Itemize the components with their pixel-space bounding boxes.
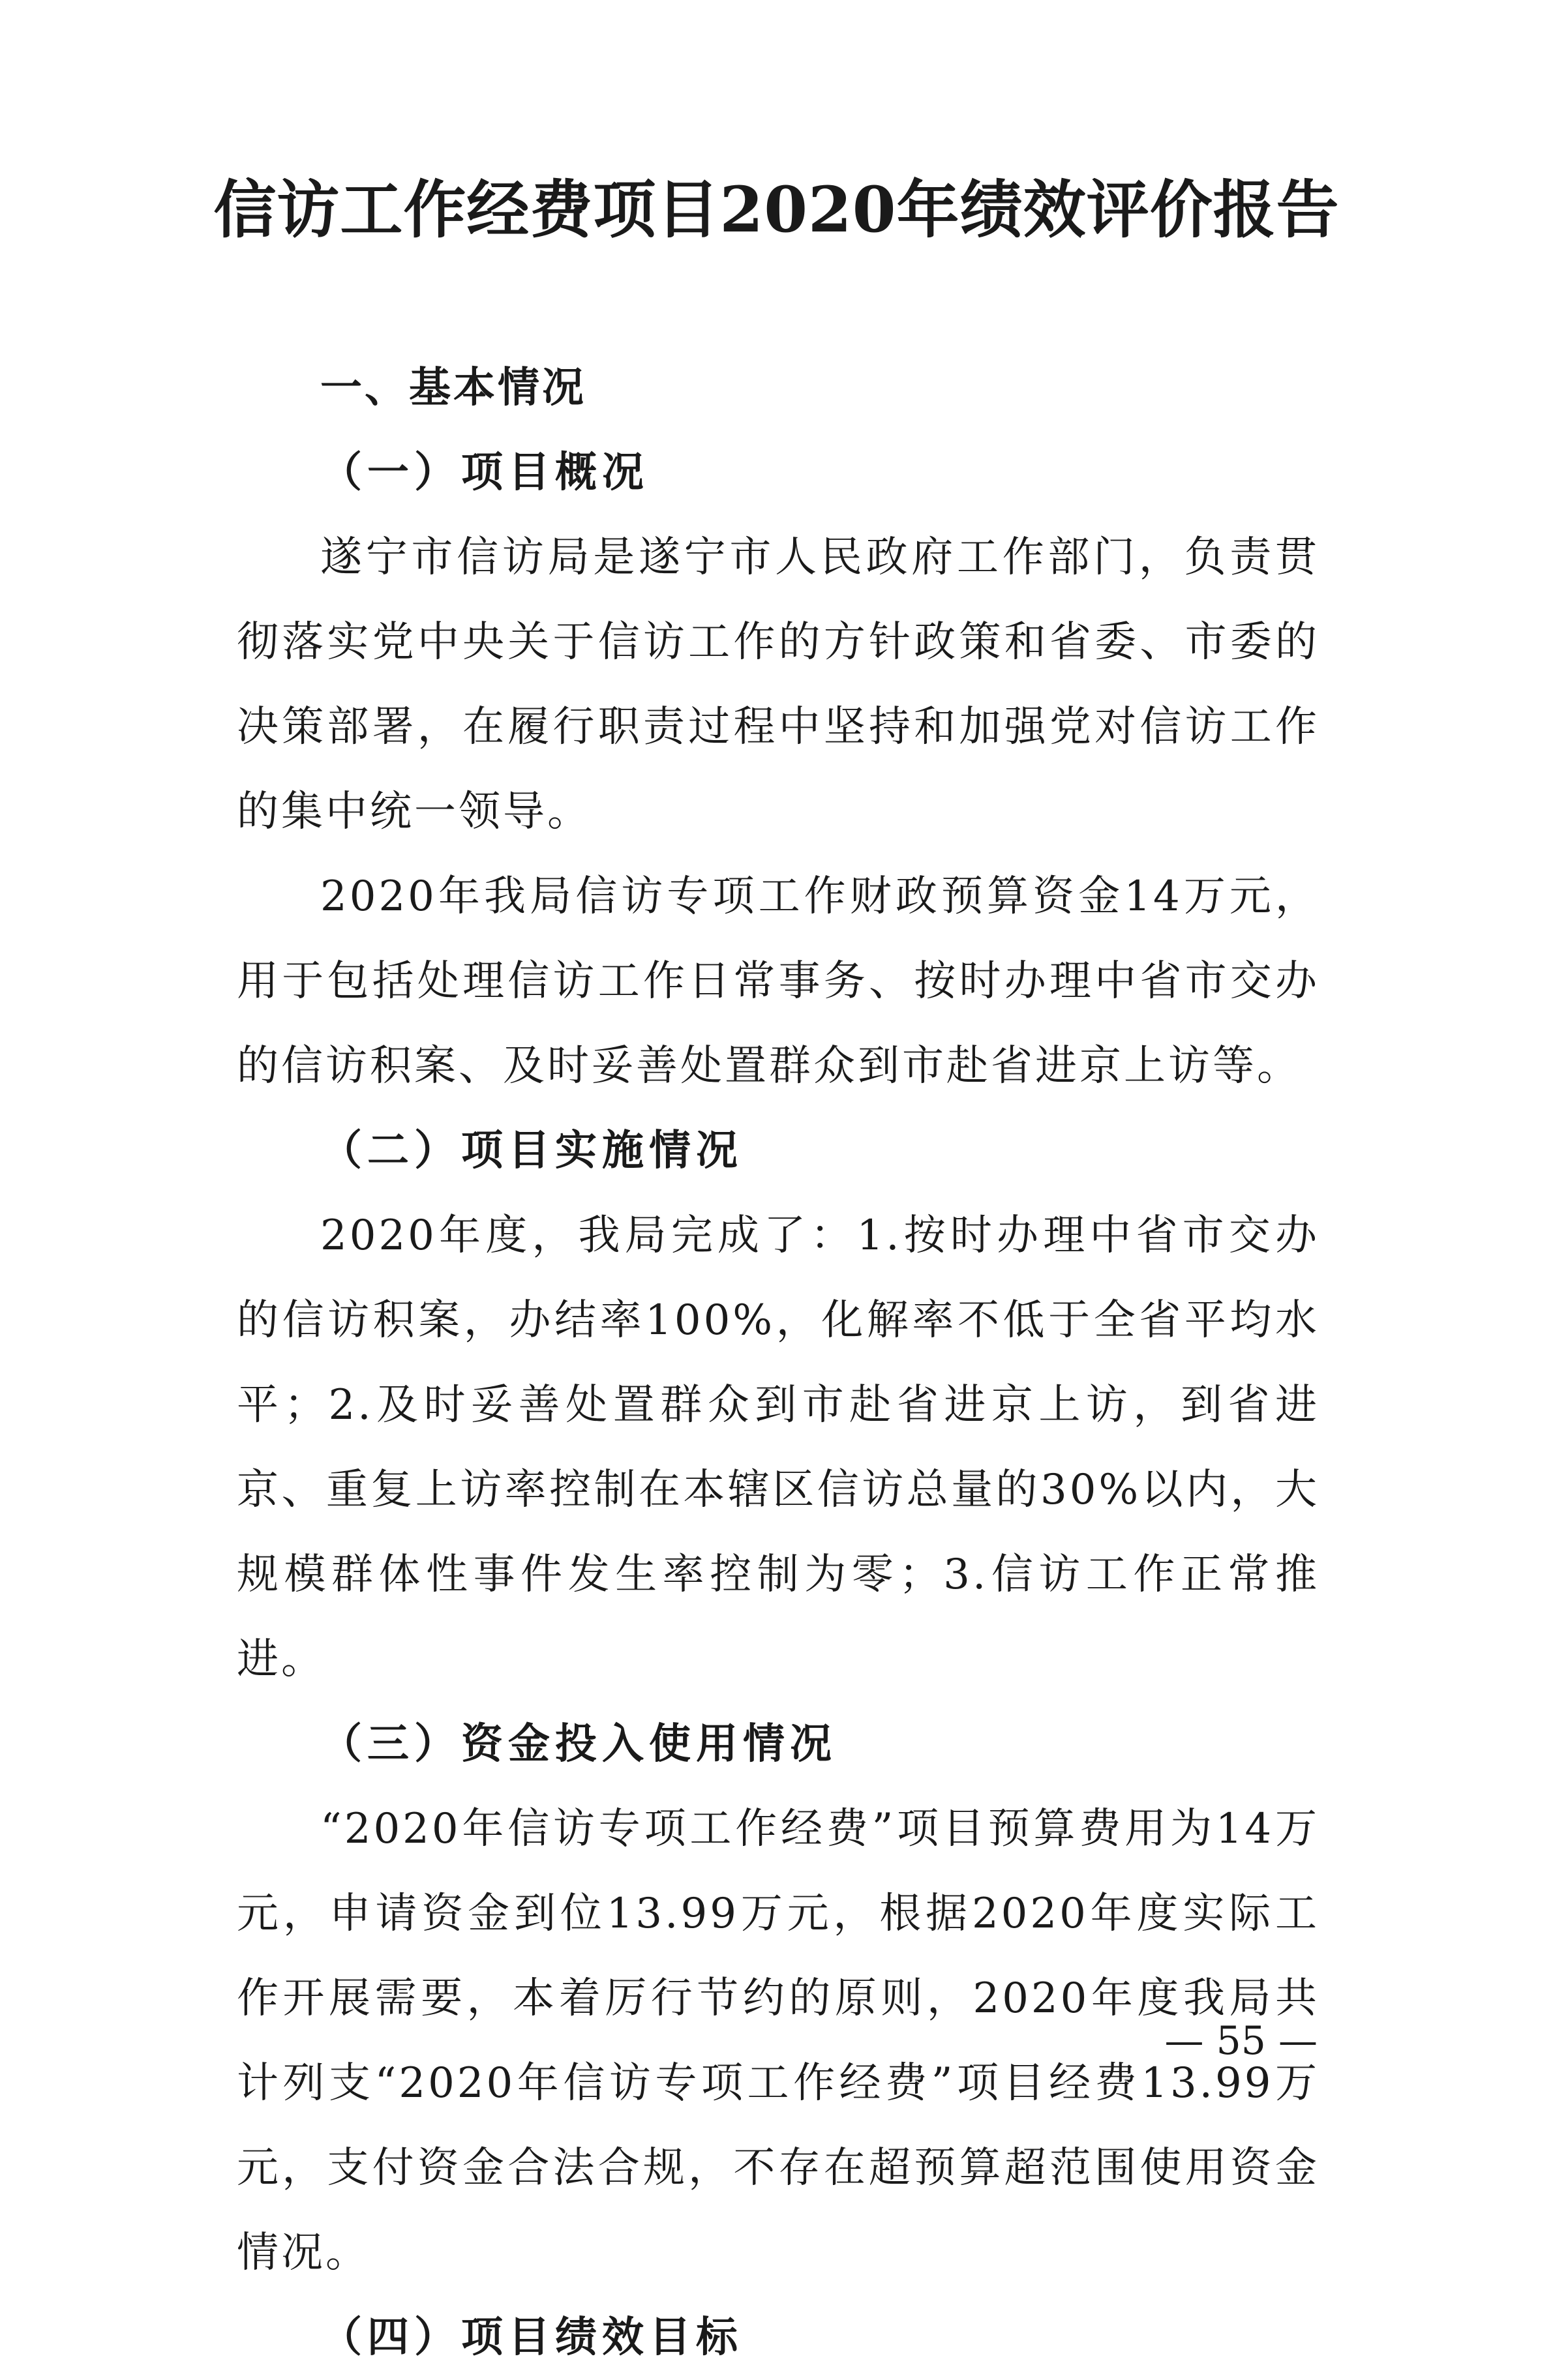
subsection-heading-performance-goals: （四）项目绩效目标 xyxy=(320,2313,743,2362)
paragraph-overview-2: 2020年我局信访专项工作财政预算资金14万元，用于包括处理信访工作日常事务、按时办理中省市交办的信访积案、及时妥善处置群众到市赴省进京上访等。 xyxy=(237,872,1319,1090)
paragraph-implementation: 2020年度，我局完成了：1.按时办理中省市交办的信访积案，办结率100%，化解率不低于全省平均水平；2.及时妥善处置群众到市赴省进京上访，到省进京、重复上访率控制在本辖区信访总量的30%以内，大规模群体性事件发生率控制为零；3.信访工作正常推进。 xyxy=(237,1212,1319,1684)
subsection-heading-implementation: （二）项目实施情况 xyxy=(320,1126,743,1175)
document-body xyxy=(237,346,1319,2380)
paragraph-overview-1: 遂宁市信访局是遂宁市人民政府工作部门，负责贯彻落实党中央关于信访工作的方针政策和省委、市委的决策部署，在履行职责过程中坚持和加强党对信访工作的集中统一领导。 xyxy=(237,533,1319,836)
paragraph-funding: “2020年信访专项工作经费”项目预算费用为14万元，申请资金到位13.99万元，根据2020年度实际工作开展需要，本着厉行节约的原则，2020年度我局共计列支“2020年信访专项工作经费”项目经费13.99万元，支付资金合法合规，不存在超预算超范围使用资金情况。 xyxy=(237,1805,1319,2277)
subsection-heading-funding: （三）资金投入使用情况 xyxy=(320,1719,837,1768)
page-number: — 55 — xyxy=(1164,2018,1318,2064)
subsection-heading-project-overview: （一）项目概况 xyxy=(320,448,649,497)
document-title: 信访工作经费项目2020年绩效评价报告 xyxy=(213,173,1340,246)
section-heading-basic-info: 一、基本情况 xyxy=(320,364,586,412)
